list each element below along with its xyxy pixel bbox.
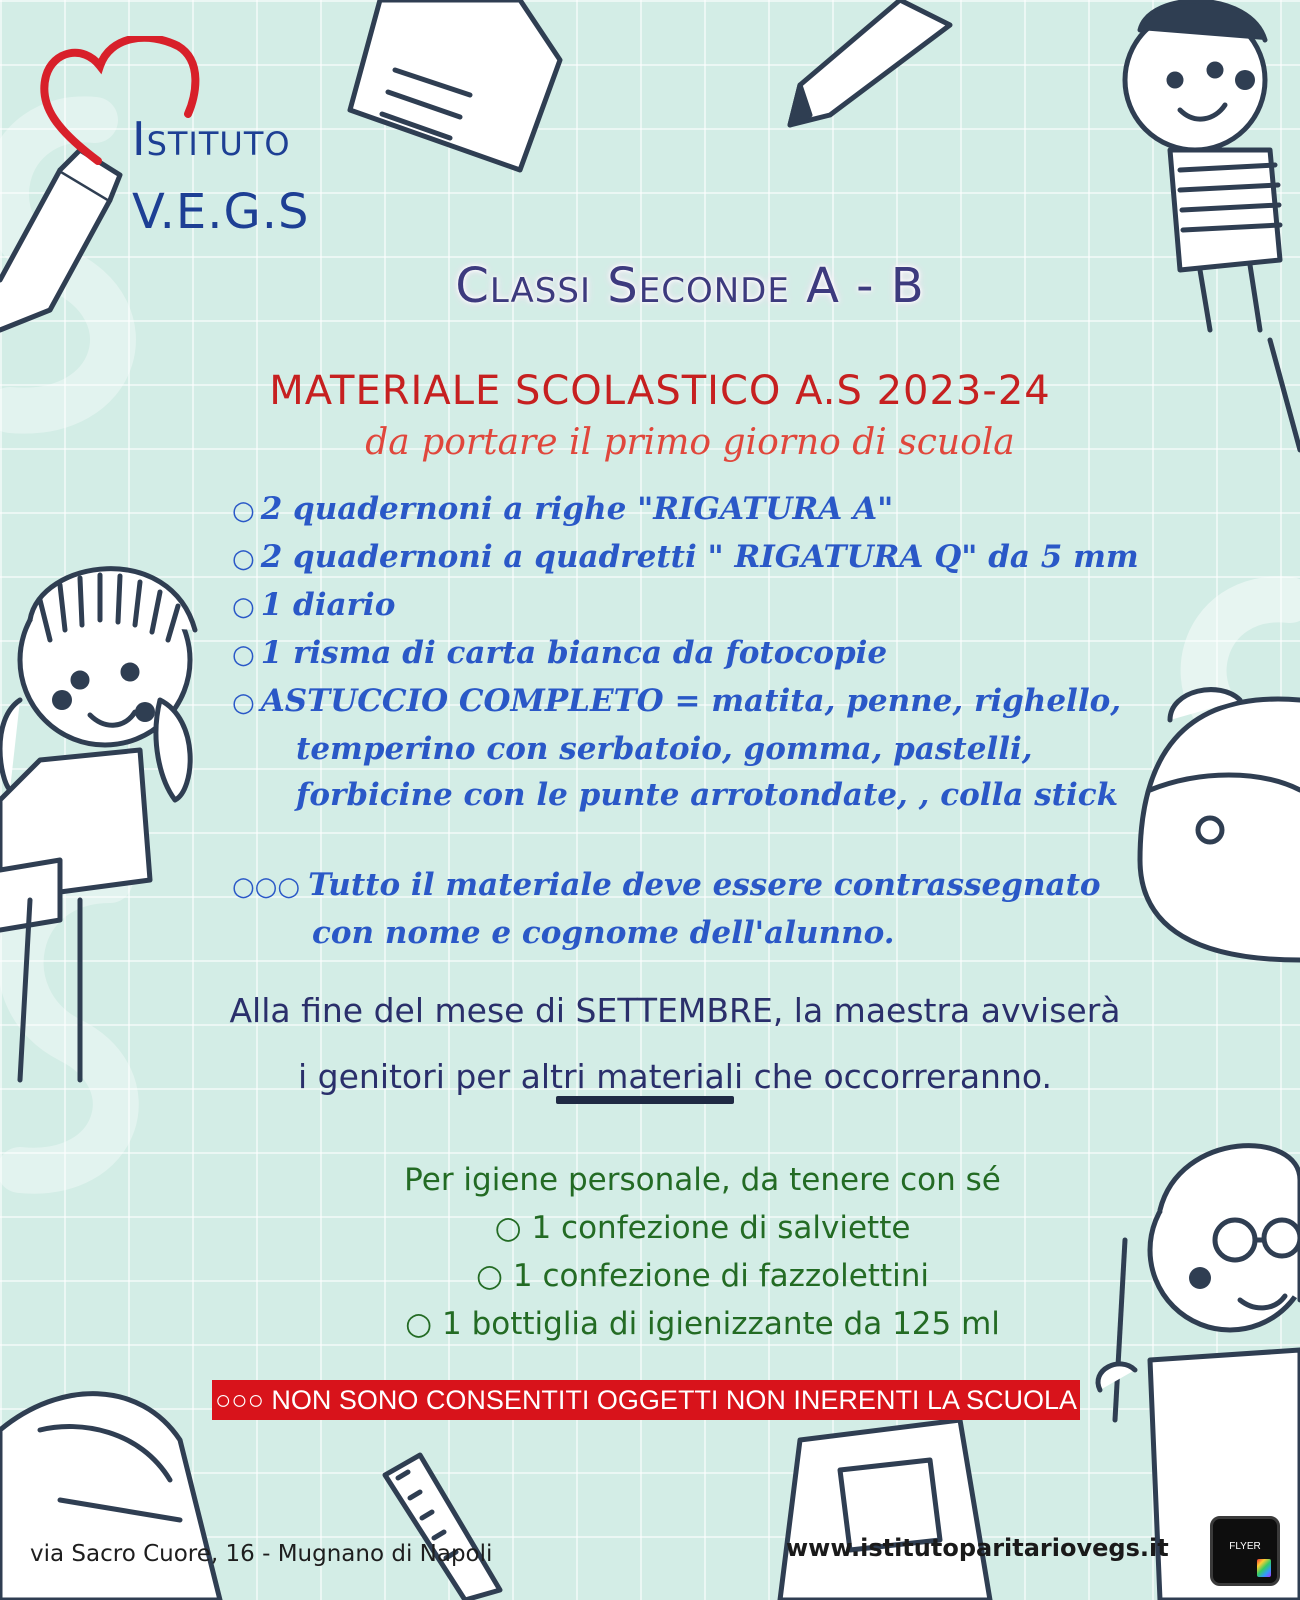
list-item-continuation: forbicine con le punte arrotondate, , colla stick xyxy=(296,777,1119,813)
bullet-icon: ○ xyxy=(232,640,255,670)
bullet-icon: ○ xyxy=(232,544,255,574)
bullet-icon: ○ xyxy=(232,688,255,718)
list-item: ○ 1 diario xyxy=(232,587,396,623)
logo-line-2: V.E.G.S xyxy=(132,184,310,241)
hygiene-section xyxy=(0,1156,1300,1348)
note-line-2: con nome e cognome dell'alunno. xyxy=(312,915,895,951)
notice-line-2: i genitori per altri materiali che occorreranno. xyxy=(298,1057,1052,1096)
materials-list xyxy=(232,486,1139,818)
institute-logo-text xyxy=(132,104,309,250)
hygiene-title: Per igiene personale, da tenere con sé xyxy=(404,1162,1001,1198)
notebook-bottom-icon xyxy=(780,1420,990,1600)
september-notice xyxy=(0,978,1300,1110)
pencil-top-icon xyxy=(790,0,950,125)
hygiene-item: ○ 1 bottiglia di igienizzante da 125 ml xyxy=(405,1306,1000,1342)
logo-line-1: Istituto xyxy=(132,112,291,166)
footer-address: via Sacro Cuore, 16 - Mugnano di Napoli xyxy=(30,1541,493,1567)
materials-title: MATERIALE SCOLASTICO A.S 2023-24 xyxy=(269,368,1051,414)
notebook-top-icon xyxy=(350,0,560,170)
classes-heading: Classi Seconde A - B xyxy=(455,258,925,314)
labeling-note xyxy=(232,862,1101,956)
list-item: ○ 2 quadernoni a righe "RIGATURA A" xyxy=(232,491,894,527)
hygiene-item: ○ 1 confezione di fazzolettini xyxy=(476,1258,929,1294)
list-item: ○ ASTUCCIO COMPLETO = matita, penne, righello, xyxy=(232,683,1122,719)
backpack-illustration-icon xyxy=(1140,690,1300,960)
note-line-1: Tutto il materiale deve essere contrassegnato xyxy=(308,867,1101,903)
flyer-logo-icon xyxy=(1257,1559,1271,1577)
ruler-illustration-icon xyxy=(385,1455,500,1600)
bag-illustration-icon xyxy=(0,1394,220,1600)
footer-website-link[interactable]: www.istitutoparitariovegs.it xyxy=(786,1534,1169,1562)
bullet-icon: ○ xyxy=(232,592,255,622)
list-item-continuation: temperino con serbatoio, gomma, pastelli, xyxy=(296,731,1033,767)
hygiene-item: ○ 1 confezione di salviette xyxy=(494,1210,911,1246)
triple-bullet-icon: ○○○ xyxy=(232,872,301,902)
bullet-icon: ○ xyxy=(232,496,255,526)
flyer-app-badge: FLYER xyxy=(1210,1516,1280,1586)
list-item: ○ 1 risma di carta bianca da fotocopie xyxy=(232,635,888,671)
list-item: ○ 2 quadernoni a quadretti " RIGATURA Q" da 5 mm xyxy=(232,539,1139,575)
underline-divider xyxy=(556,1096,734,1104)
materials-subtitle: da portare il primo giorno di scuola xyxy=(365,422,1015,463)
warning-banner: ○○○ NON SONO CONSENTITI OGGETTI NON INERENTI LA SCUOLA xyxy=(212,1380,1080,1420)
notice-line-1: Alla fine del mese di SETTEMBRE, la maestra avviserà xyxy=(229,991,1121,1030)
